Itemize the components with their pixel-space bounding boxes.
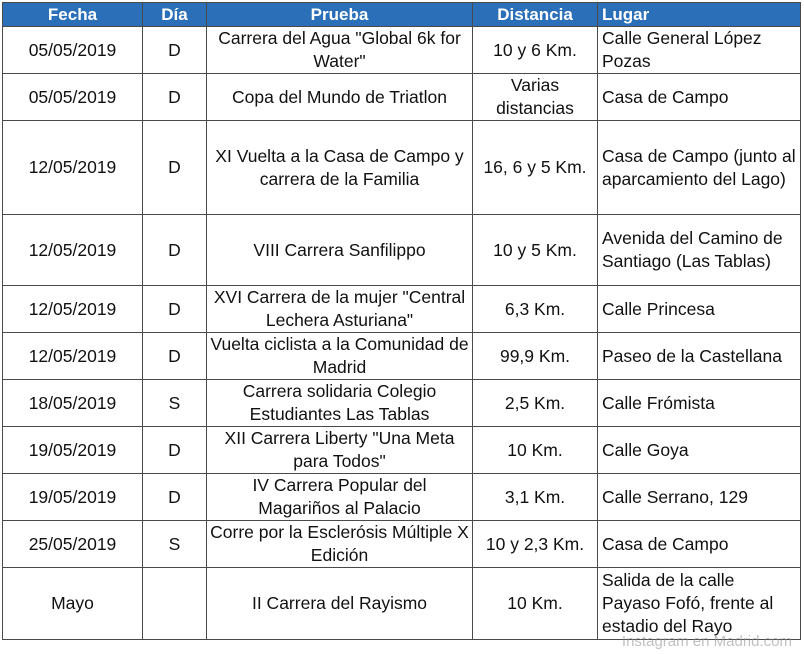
cell-prueba: Copa del Mundo de Triatlon — [207, 74, 473, 121]
cell-lugar: Casa de Campo — [598, 74, 801, 121]
cell-prueba: Vuelta ciclista a la Comunidad de Madrid — [207, 333, 473, 380]
cell-fecha: 12/05/2019 — [3, 286, 143, 333]
cell-fecha: 12/05/2019 — [3, 333, 143, 380]
cell-prueba: Carrera del Agua "Global 6k for Water" — [207, 27, 473, 74]
cell-prueba: Corre por la Esclerósis Múltiple X Edición — [207, 521, 473, 568]
table-row — [3, 380, 801, 427]
cell-lugar: Calle Serrano, 129 — [598, 474, 801, 521]
cell-fecha: 18/05/2019 — [3, 380, 143, 427]
cell-distancia: 10 Km. — [473, 568, 598, 640]
table-row — [3, 474, 801, 521]
table-row — [3, 333, 801, 380]
table-row — [3, 427, 801, 474]
cell-dia: S — [143, 521, 207, 568]
table-row — [3, 121, 801, 215]
cell-lugar: Calle Princesa — [598, 286, 801, 333]
cell-lugar: Calle General López Pozas — [598, 27, 801, 74]
header-fecha: Fecha — [3, 3, 143, 27]
cell-prueba: VIII Carrera Sanfilippo — [207, 215, 473, 286]
cell-fecha: 19/05/2019 — [3, 474, 143, 521]
cell-lugar: Casa de Campo — [598, 521, 801, 568]
cell-distancia: 6,3 Km. — [473, 286, 598, 333]
table-row — [3, 521, 801, 568]
cell-dia: D — [143, 121, 207, 215]
cell-prueba: Carrera solidaria Colegio Estudiantes Las Tablas — [207, 380, 473, 427]
cell-dia: D — [143, 74, 207, 121]
events-table — [2, 2, 801, 640]
header-lugar: Lugar — [598, 3, 801, 27]
cell-distancia: 10 y 5 Km. — [473, 215, 598, 286]
watermark: Instagram en Madrid.com — [621, 633, 792, 650]
table-row — [3, 568, 801, 640]
table-row — [3, 286, 801, 333]
cell-lugar: Calle Goya — [598, 427, 801, 474]
cell-dia: S — [143, 380, 207, 427]
cell-fecha: 12/05/2019 — [3, 215, 143, 286]
cell-lugar: Avenida del Camino de Santiago (Las Tablas) — [598, 215, 801, 286]
cell-distancia: 2,5 Km. — [473, 380, 598, 427]
cell-fecha: Mayo — [3, 568, 143, 640]
header-row — [3, 3, 801, 27]
cell-distancia: Varias distancias — [473, 74, 598, 121]
cell-prueba: XVI Carrera de la mujer "Central Lechera Asturiana" — [207, 286, 473, 333]
cell-distancia: 10 y 6 Km. — [473, 27, 598, 74]
cell-prueba: II Carrera del Rayismo — [207, 568, 473, 640]
cell-distancia: 3,1 Km. — [473, 474, 598, 521]
table-row — [3, 27, 801, 74]
cell-prueba: IV Carrera Popular del Magariños al Palacio — [207, 474, 473, 521]
cell-dia: D — [143, 427, 207, 474]
cell-fecha: 05/05/2019 — [3, 74, 143, 121]
header-prueba: Prueba — [207, 3, 473, 27]
cell-lugar: Paseo de la Castellana — [598, 333, 801, 380]
cell-fecha: 25/05/2019 — [3, 521, 143, 568]
cell-dia: D — [143, 474, 207, 521]
cell-prueba: XII Carrera Liberty "Una Meta para Todos" — [207, 427, 473, 474]
cell-dia: D — [143, 27, 207, 74]
cell-distancia: 10 Km. — [473, 427, 598, 474]
cell-lugar: Calle Frómista — [598, 380, 801, 427]
table-row — [3, 74, 801, 121]
cell-distancia: 10 y 2,3 Km. — [473, 521, 598, 568]
cell-distancia: 99,9 Km. — [473, 333, 598, 380]
cell-dia: D — [143, 215, 207, 286]
cell-distancia: 16, 6 y 5 Km. — [473, 121, 598, 215]
cell-dia — [143, 568, 207, 640]
cell-lugar: Salida de la calle Payaso Fofó, frente al estadio del Rayo — [598, 568, 801, 640]
cell-prueba: XI Vuelta a la Casa de Campo y carrera de la Familia — [207, 121, 473, 215]
table-row — [3, 215, 801, 286]
header-dia: Día — [143, 3, 207, 27]
cell-lugar: Casa de Campo (junto al aparcamiento del Lago) — [598, 121, 801, 215]
cell-fecha: 05/05/2019 — [3, 27, 143, 74]
cell-dia: D — [143, 286, 207, 333]
cell-dia: D — [143, 333, 207, 380]
header-distancia: Distancia — [473, 3, 598, 27]
cell-fecha: 12/05/2019 — [3, 121, 143, 215]
cell-fecha: 19/05/2019 — [3, 427, 143, 474]
